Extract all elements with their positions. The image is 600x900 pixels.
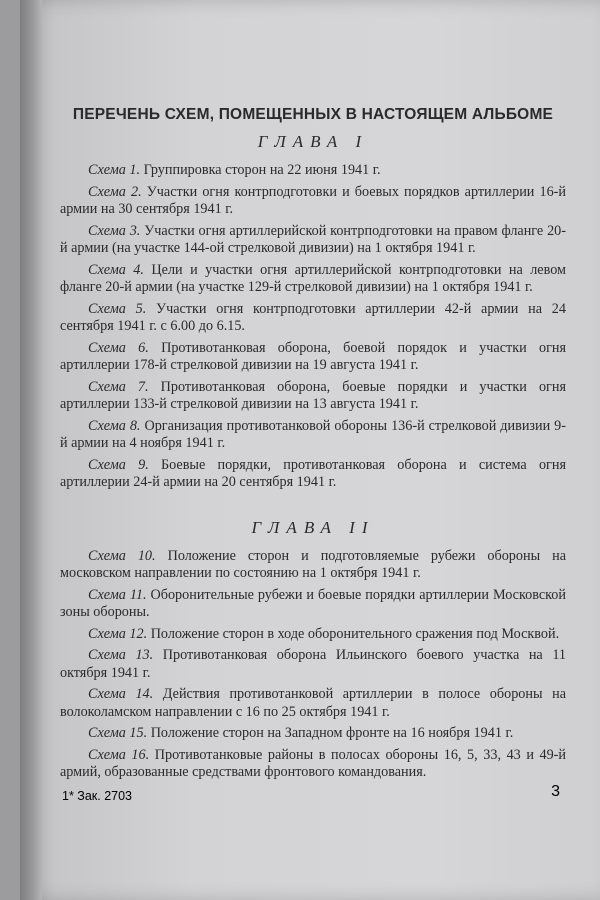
list-item	[60, 457, 566, 492]
scheme-text: Положение сторон и подготовляемые рубежи обороны на московском направлении по состоянию на 1 октября 1941 г.	[60, 547, 567, 581]
list-item	[60, 747, 566, 782]
list-item	[60, 725, 566, 743]
scheme-text: Положение сторон в ходе оборонительного сражения под Москвой.	[150, 625, 560, 642]
list-item	[60, 686, 566, 721]
scheme-label: Схема 10.	[88, 547, 156, 564]
scheme-text: Противотанковая оборона, боевые порядки и участки огня артиллерии 133-й стрелковой дивизии на 13 августа 1941 г.	[60, 378, 566, 412]
scheme-label: Схема 1.	[88, 162, 141, 178]
chapter-2	[60, 518, 566, 782]
list-item	[60, 548, 566, 583]
scheme-label: Схема 5.	[88, 300, 147, 317]
list-item	[60, 626, 566, 644]
scheme-text: Участки огня контрподготовки артиллерии 42-й армии на 24 сентября 1941 г. с 6.00 до 6.15.	[60, 300, 566, 334]
chapter-1	[60, 132, 566, 492]
scheme-label: Схема 12.	[88, 625, 148, 642]
scheme-text: Участки огня артиллерийской контрподготовки на правом фланге 20-й армии (на участке 144-ой стрелковой дивизии) на 1 октября 1941 г.	[60, 222, 566, 256]
scheme-label: Схема 16.	[88, 746, 150, 763]
scheme-text: Боевые порядки, противотанковая оборона и система огня артиллерии 24-й армии на 20 сентября 1941 г.	[60, 456, 566, 490]
scheme-text: Противотанковые районы в полосах обороны 16, 5, 33, 43 и 49-й армий, образованные средствами фронтового командования.	[60, 746, 566, 780]
list-item	[60, 301, 566, 336]
list-item	[60, 647, 566, 682]
scheme-text: Оборонительные рубежи и боевые порядки артиллерии Московской зоны обороны.	[60, 586, 566, 620]
scheme-label: Схема 2.	[88, 183, 142, 200]
scheme-label: Схема 8.	[88, 417, 141, 434]
scheme-text: Организация противотанковой обороны 136-й стрелковой дивизии 9-й армии на 4 ноября 1941 г.	[60, 417, 566, 451]
book-page	[20, 0, 600, 900]
scheme-label: Схема 11.	[88, 586, 147, 603]
chapter-heading: ГЛАВА I	[257, 132, 369, 151]
list-item	[60, 418, 566, 453]
page-footer	[62, 783, 562, 807]
scheme-text: Действия противотанковой артиллерии в полосе обороны на волоколамском направлении с 16 по 25 октября 1941 г.	[60, 686, 566, 720]
printing-order-mark: 1* Зак. 2703	[62, 789, 133, 803]
list-item	[60, 379, 566, 414]
scheme-text: Противотанковая оборона Ильинского боевого участка на 11 октября 1941 г.	[60, 647, 566, 681]
scheme-text: Цели и участки огня артиллерийской контрподготовки на левом фланге 20-й армии (на участке 129-й стрелковой дивизии) на 1 октября 1941 г.	[60, 261, 567, 295]
list-item	[60, 262, 566, 297]
chapter-heading: ГЛАВА II	[251, 517, 375, 537]
scheme-label: Схема 4.	[88, 261, 144, 278]
page-title: ПЕРЕЧЕНЬ СХЕМ, ПОМЕЩЕННЫХ В НАСТОЯЩЕМ АЛЬБОМЕ	[72, 106, 554, 123]
page-number: 3	[551, 783, 560, 800]
book-spine	[20, 0, 42, 900]
scheme-label: Схема 14.	[88, 686, 154, 702]
scheme-label: Схема 13.	[88, 647, 154, 663]
scheme-text: Участки огня контрподготовки и боевых порядков артиллерии 16-й армии на 30 сентября 1941 г.	[60, 183, 567, 217]
list-item	[60, 162, 566, 180]
scheme-label: Схема 3.	[88, 222, 141, 239]
list-item	[60, 223, 566, 258]
scheme-label: Схема 7.	[88, 378, 149, 395]
scheme-label: Схема 9.	[88, 456, 149, 473]
list-item	[60, 587, 566, 622]
list-item	[60, 184, 566, 219]
scheme-text: Положение сторон на Западном фронте на 16 ноября 1941 г.	[150, 725, 514, 741]
scheme-label: Схема 6.	[88, 339, 149, 356]
scheme-text: Противотанковая оборона, боевой порядок и участки огня артиллерии 178-й стрелковой дивизии на 19 августа 1941 г.	[60, 339, 567, 373]
list-item	[60, 340, 566, 375]
page-content	[60, 96, 566, 786]
scheme-label: Схема 15.	[88, 725, 148, 741]
scheme-text: Группировка сторон на 22 июня 1941 г.	[143, 162, 381, 178]
